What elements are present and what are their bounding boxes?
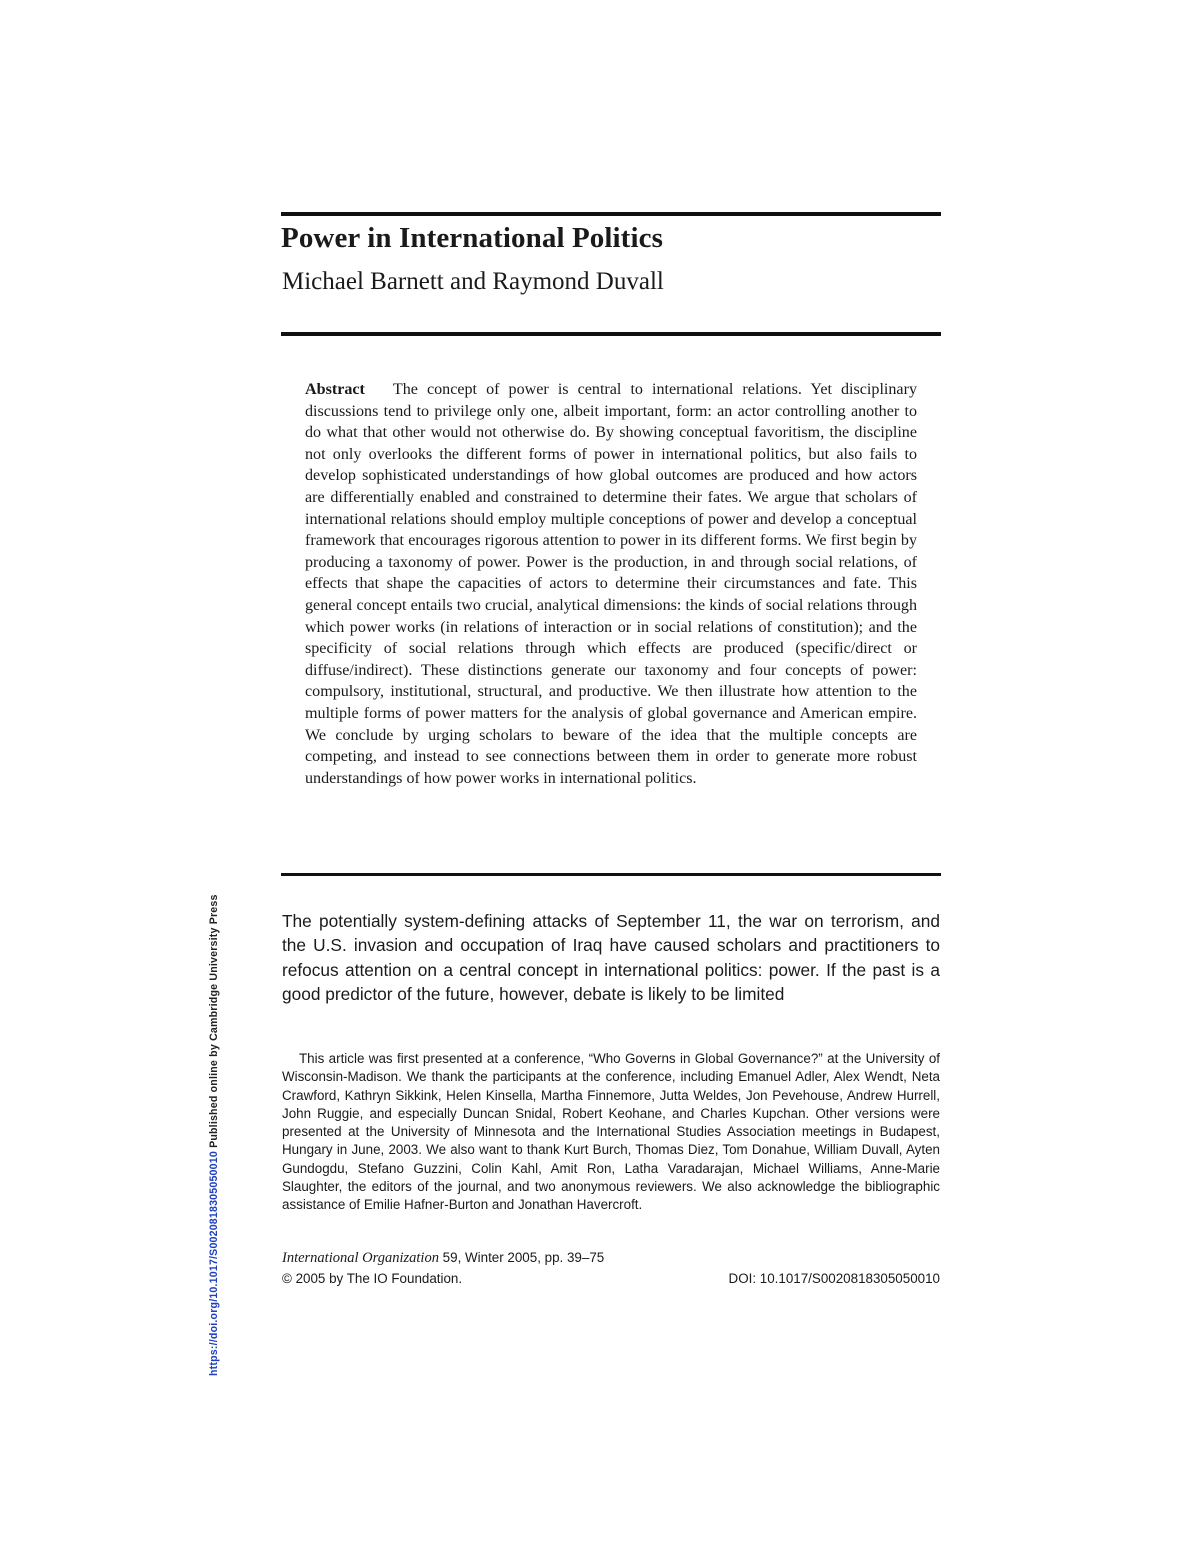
copyright-line: © 2005 by The IO Foundation. xyxy=(282,1271,463,1286)
abstract-bottom-rule xyxy=(281,873,941,876)
article-authors: Michael Barnett and Raymond Duvall xyxy=(282,268,664,295)
abstract-text: The concept of power is central to international relations. Yet disciplinary discussions tend to privilege only one, albeit important, form: an actor controlling another to do what that other would not otherwise do. By showing conceptual favoritism, the discipline not only overlooks the different forms of power in international politics, but also fails to develop sophisticated understandings of how global outcomes are produced and how actors are differentially enabled and constrained to determine their fates. We argue that scholars of international relations should employ multiple conceptions of power and develop a conceptual framework that encourages rigorous attention to power in its different forms. We first begin by producing a taxonomy of power. Power is the production, in and through social relations, of effects that shape the capacities of actors to determine their circumstances and fate. This general concept entails two crucial, analytical dimensions: the kinds of social relations through which power works (in relations of interaction or in social relations of constitution); and the specificity of social relations through which effects are produced (specific/direct or diffuse/indirect). These distinctions generate our taxonomy and four concepts of power: compulsory, institutional, structural, and productive. We then illustrate how attention to the multiple forms of power matters for the analysis of global governance and American empire. We conclude by urging scholars to beware of the idea that the multiple concepts are competing, and instead to see connections between them in order to generate more robust understandings of how power works in international politics. xyxy=(305,381,917,787)
acknowledgments-footnote: This article was first presented at a conference, “Who Governs in Global Governance?” at the University of Wisconsin-Madison. We thank the participants at the conference, including Emanuel Adler, Alex Wendt, Neta Crawford, Kathryn Sikkink, Helen Kinsella, Martha Finnemore, Jutta Weldes, Jon Pevehouse, Andrew Hurrell, John Ruggie, and especially Duncan Snidal, Robert Keohane, and Charles Kupchan. Other versions were presented at the University of Minnesota and the International Studies Association meetings in Budapest, Hungary in June, 2003. We also want to thank Kurt Burch, Thomas Diez, Tom Donahue, William Duvall, Ayten Gundogdu, Stefano Guzzini, Colin Kahl, Amit Ron, Latha Varadarajan, Michael Williams, Anne-Marie Slaughter, the editors of the journal, and two anonymous reviewers. We also acknowledge the bibliographic assistance of Emilie Hafner-Burton and Jonathan Havercroft. xyxy=(282,1051,940,1213)
publisher-notice: Published online by Cambridge University Press xyxy=(208,894,220,1152)
header-bottom-rule xyxy=(281,332,941,336)
side-stamp xyxy=(207,894,221,1376)
abstract-label: Abstract xyxy=(305,381,365,398)
top-rule xyxy=(281,212,941,216)
journal-details: 59, Winter 2005, pp. 39–75 xyxy=(438,1250,605,1265)
abstract-block xyxy=(305,379,917,789)
journal-citation xyxy=(282,1250,604,1267)
journal-name: International Organization xyxy=(282,1250,439,1266)
opening-paragraph: The potentially system-defining attacks of September 11, the war on terrorism, and the U.S. invasion and occupation of Iraq have caused scholars and practitioners to refocus attention on a central concept in international politics: power. If the past is a good predictor of the future, however, debate is likely to be limited xyxy=(282,911,940,1005)
doi-line: DOI: 10.1017/S0020818305050010 xyxy=(728,1271,940,1286)
article-title: Power in International Politics xyxy=(281,222,663,254)
doi-link[interactable]: https://doi.org/10.1017/S0020818305050010 xyxy=(208,1151,220,1376)
